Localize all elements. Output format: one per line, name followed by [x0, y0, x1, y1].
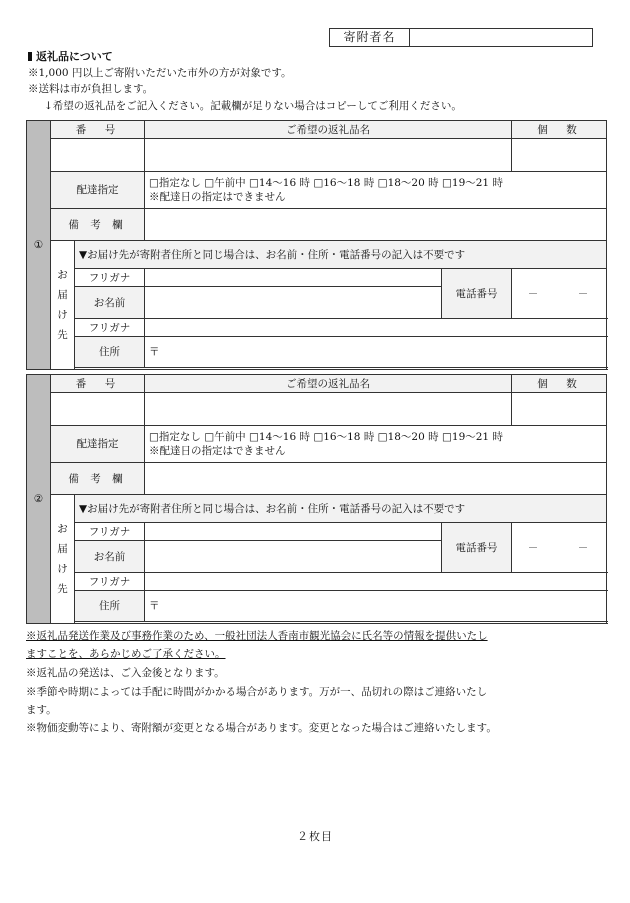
address-furigana-field[interactable]	[145, 319, 607, 337]
name-label: お名前	[75, 287, 145, 319]
address-furigana-label: フリガナ	[75, 319, 145, 337]
recipient-vertical-label: お届け先	[51, 495, 75, 624]
gift-block-1	[26, 120, 607, 370]
address-field[interactable]	[145, 337, 607, 368]
address-label: 住所	[75, 337, 145, 368]
season-note-line2: ます。	[26, 704, 57, 716]
name-label: お名前	[75, 541, 145, 573]
number-field[interactable]	[51, 139, 145, 172]
phone-label: 電話番号	[442, 523, 512, 573]
section-heading-text: 返礼品について	[36, 50, 113, 63]
address-spacer	[75, 622, 607, 624]
phone-field[interactable]: － －	[512, 523, 607, 573]
delivery-label: 配達指定	[51, 426, 145, 463]
delivery-options[interactable]: □指定なし □午前中 □14～16 時 □16～18 時 □18～20 時 □19～21 時	[149, 431, 503, 443]
recipient-notice: ▼お届け先が寄附者住所と同じ場合は、お名前・住所・電話番号の記入は不要です	[75, 495, 607, 523]
donor-name-field[interactable]	[410, 29, 592, 46]
number-field[interactable]	[51, 393, 145, 426]
name-field[interactable]	[145, 287, 442, 319]
shipping-timing-note: ※返礼品の発送は、ご入金後となります。	[26, 667, 225, 679]
phone-label: 電話番号	[442, 269, 512, 319]
gift-block-2	[26, 374, 607, 624]
remarks-field[interactable]	[145, 209, 607, 241]
delivery-note: ※配達日の指定はできません	[149, 445, 286, 457]
furigana-label: フリガナ	[75, 523, 145, 541]
recipient-notice: ▼お届け先が寄附者住所と同じ場合は、お名前・住所・電話番号の記入は不要です	[75, 241, 607, 269]
item-name-header: ご希望の返礼品名	[145, 121, 512, 139]
quantity-header: 個 数	[512, 121, 607, 139]
note-shipping-cost: ※送料は市が負担します。	[28, 83, 154, 95]
privacy-note-line2: ますことを、あらかじめご了承ください。	[26, 648, 226, 660]
delivery-note: ※配達日の指定はできません	[149, 191, 286, 203]
block-index: ②	[27, 375, 51, 624]
note-instruction: ↓希望の返礼品をご記入ください。記載欄が足りない場合はコピーしてご利用ください。	[44, 100, 462, 112]
number-header: 番 号	[51, 375, 145, 393]
donor-name-label: 寄附者名	[330, 29, 410, 46]
season-note-line1: ※季節や時期によっては手配に時間がかかる場合があります。万が一、品切れの際はご連絡いたし	[26, 686, 488, 698]
delivery-label: 配達指定	[51, 172, 145, 209]
postal-mark-icon: 〒	[149, 600, 160, 612]
name-furigana-field[interactable]	[145, 269, 442, 287]
address-label: 住所	[75, 591, 145, 622]
address-furigana-field[interactable]	[145, 573, 607, 591]
name-field[interactable]	[145, 541, 442, 573]
quantity-header: 個 数	[512, 375, 607, 393]
furigana-label: フリガナ	[75, 269, 145, 287]
quantity-field[interactable]	[512, 393, 607, 426]
price-change-note: ※物価変動等により、寄附額が変更となる場合があります。変更となった場合はご連絡いたします。	[26, 722, 497, 734]
address-furigana-label: フリガナ	[75, 573, 145, 591]
item-name-field[interactable]	[145, 393, 512, 426]
delivery-options-cell[interactable]	[145, 426, 607, 463]
privacy-note-line1: ※返礼品発送作業及び事務作業のため、一般社団法人香南市観光協会に氏名等の情報を提供いたし	[26, 630, 488, 642]
donor-name-box	[329, 28, 593, 47]
postal-mark-icon: 〒	[149, 346, 160, 358]
remarks-field[interactable]	[145, 463, 607, 495]
note-eligibility: ※1,000 円以上ご寄附いただいた市外の方が対象です。	[28, 67, 292, 79]
heading-bar-icon	[28, 52, 32, 61]
recipient-vertical-label: お届け先	[51, 241, 75, 370]
delivery-options[interactable]: □指定なし □午前中 □14～16 時 □16～18 時 □18～20 時 □19～21 時	[149, 177, 503, 189]
remarks-label: 備 考 欄	[51, 463, 145, 495]
item-name-header: ご希望の返礼品名	[145, 375, 512, 393]
address-field[interactable]	[145, 591, 607, 622]
quantity-field[interactable]	[512, 139, 607, 172]
name-furigana-field[interactable]	[145, 523, 442, 541]
delivery-options-cell[interactable]	[145, 172, 607, 209]
remarks-label: 備 考 欄	[51, 209, 145, 241]
page-number: ２枚目	[297, 830, 333, 843]
item-name-field[interactable]	[145, 139, 512, 172]
phone-field[interactable]: － －	[512, 269, 607, 319]
block-index: ①	[27, 121, 51, 370]
section-heading	[28, 50, 113, 64]
address-spacer	[75, 368, 607, 370]
number-header: 番 号	[51, 121, 145, 139]
